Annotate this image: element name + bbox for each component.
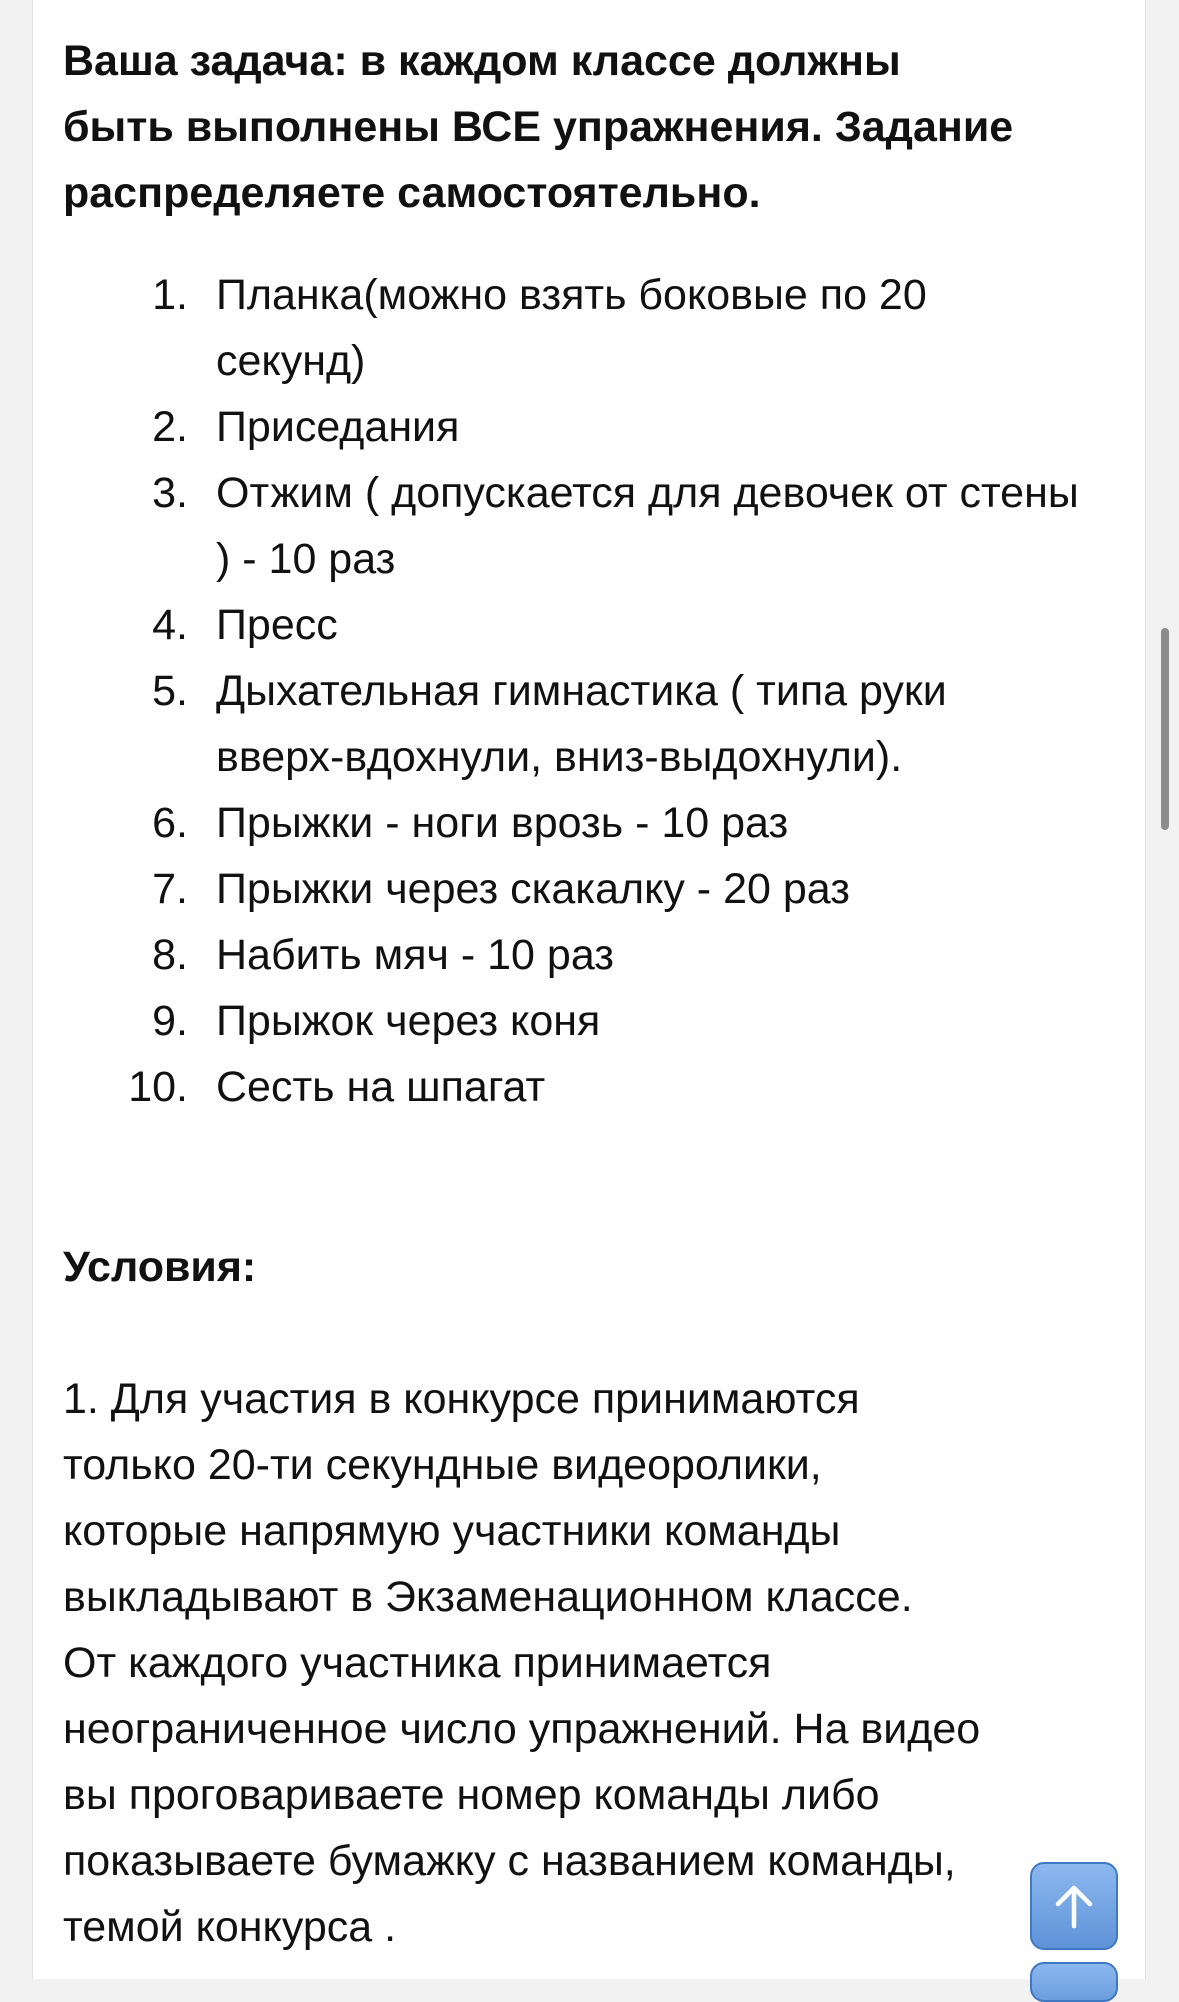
secondary-floating-button[interactable] xyxy=(1030,1962,1118,2002)
item-number: 2. xyxy=(152,403,188,451)
scroll-to-top-button[interactable] xyxy=(1030,1862,1118,1950)
item-number: 8. xyxy=(152,931,188,979)
item-number: 9. xyxy=(152,997,188,1045)
exercise-list xyxy=(63,262,1123,1120)
intro-line-1: Ваша задача: в каждом классе должны xyxy=(63,37,901,85)
list-item xyxy=(63,856,1123,922)
conditions-line: только 20-ти секундные видеоролики, xyxy=(63,1441,822,1489)
item-number: 3. xyxy=(152,469,188,517)
conditions-line: неограниченное число упражнений. На видео xyxy=(63,1705,981,1753)
conditions-heading: Условия: xyxy=(63,1243,257,1291)
item-text: Прыжки - ноги врозь - 10 раз xyxy=(216,799,789,847)
item-text: Сесть на шпагат xyxy=(216,1063,546,1111)
conditions-line: темой конкурса . xyxy=(63,1903,397,1951)
list-item xyxy=(63,460,1123,592)
item-text: Набить мяч - 10 раз xyxy=(216,931,614,979)
item-number: 5. xyxy=(152,667,188,715)
item-text: Дыхательная гимнастика ( типа руки вверх-вдохнули, вниз-выдохнули). xyxy=(216,667,947,781)
conditions-paragraph xyxy=(63,1366,1123,1960)
page-body xyxy=(32,0,1146,1979)
item-text: Планка(можно взять боковые по 20 секунд) xyxy=(216,271,927,385)
list-item xyxy=(63,394,1123,460)
list-item xyxy=(63,592,1123,658)
conditions-line: вы проговариваете номер команды либо xyxy=(63,1771,880,1819)
scrollbar-thumb[interactable] xyxy=(1161,628,1169,830)
conditions-line: 1. Для участия в конкурсе принимаются xyxy=(63,1375,860,1423)
task-intro xyxy=(63,28,1123,226)
item-text: Приседания xyxy=(216,403,460,451)
list-item xyxy=(63,988,1123,1054)
item-number: 10. xyxy=(128,1063,188,1111)
item-text: Прыжок через коня xyxy=(216,997,601,1045)
arrow-up-icon xyxy=(1052,1882,1096,1930)
item-number: 6. xyxy=(152,799,188,847)
item-text: Пресс xyxy=(216,601,338,649)
list-item xyxy=(63,262,1123,394)
intro-line-2: быть выполнены ВСЕ упражнения. Задание xyxy=(63,103,1014,151)
item-number: 4. xyxy=(152,601,188,649)
list-item xyxy=(63,922,1123,988)
conditions-line: выкладывают в Экзаменационном классе. xyxy=(63,1573,913,1621)
item-number: 7. xyxy=(152,865,188,913)
item-text: Прыжки через скакалку - 20 раз xyxy=(216,865,850,913)
list-item xyxy=(63,658,1123,790)
list-item xyxy=(63,790,1123,856)
item-text: Отжим ( допускается для девочек от стены ) - 10 раз xyxy=(216,469,1079,583)
conditions-line: показываете бумажку с названием команды, xyxy=(63,1837,956,1885)
article-content xyxy=(63,28,1123,1960)
item-number: 1. xyxy=(152,271,188,319)
conditions-line: От каждого участника принимается xyxy=(63,1639,772,1687)
list-item xyxy=(63,1054,1123,1120)
conditions-line: которые напрямую участники команды xyxy=(63,1507,841,1555)
intro-line-3: распределяете самостоятельно. xyxy=(63,169,761,217)
